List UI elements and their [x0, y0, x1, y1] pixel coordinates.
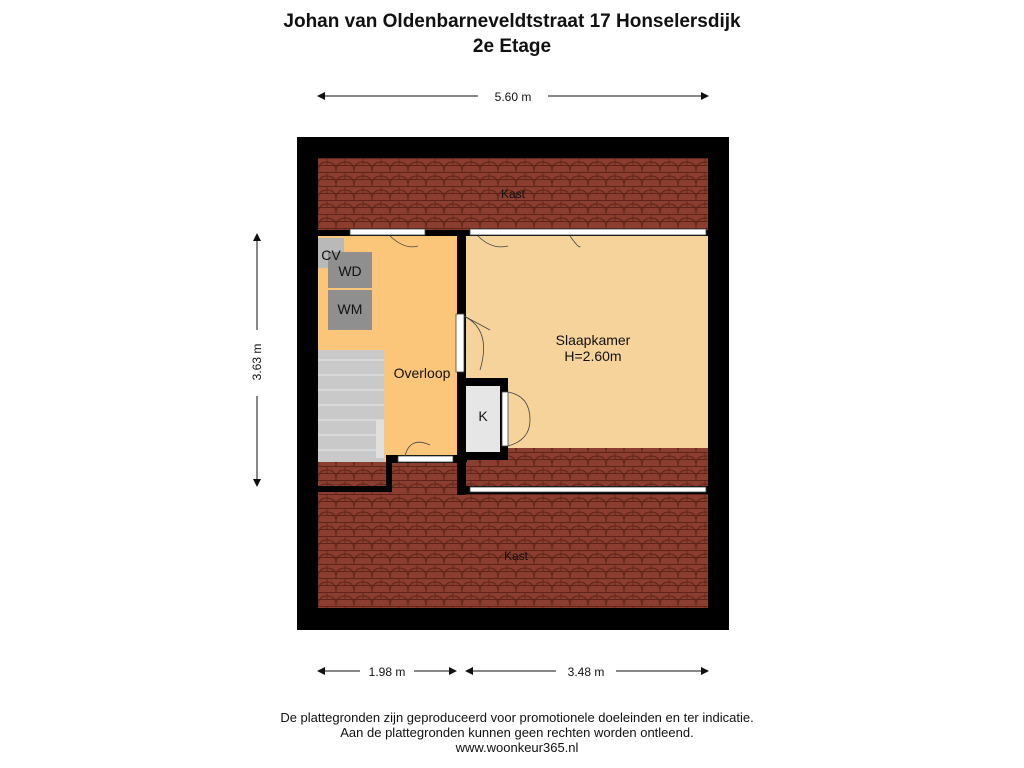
hatch-top-right [470, 229, 706, 235]
hatch-top-left [350, 229, 425, 235]
kast-bottom-label: Kast [503, 549, 529, 563]
floor-title: 2e Etage [472, 36, 552, 57]
hatch-bottom-left [398, 456, 453, 462]
overloop-label: Overloop [393, 365, 451, 381]
k-label: K [478, 408, 488, 424]
dim-total-width: 5.60 m [494, 90, 532, 104]
slaapkamer-label: Slaapkamer [555, 332, 631, 348]
dim-total-depth: 3.63 m [250, 343, 264, 381]
kast-top-label: Kast [500, 187, 526, 201]
disclaimer-line-2: Aan de plattegronden kunnen geen rechten worden ontleend. [340, 725, 694, 740]
dim-left-width: 1.98 m [368, 665, 406, 679]
address-title: Johan van Oldenbarneveldtstraat 17 Honselersdijk [283, 11, 741, 32]
slaapkamer-height-label: H=2.60m [564, 348, 622, 364]
stairs [318, 350, 384, 462]
cv-label: CV [321, 247, 341, 263]
door-opening [456, 314, 464, 372]
website-link[interactable]: www.woonkeur365.nl [455, 740, 579, 755]
dim-right-width: 3.48 m [567, 665, 605, 679]
disclaimer-line-1: De plattegronden zijn geproduceerd voor promotionele doeleinden en ter indicatie. [280, 710, 754, 725]
hatch-bottom-right [470, 487, 706, 492]
wm-label: WM [337, 301, 363, 317]
wd-label: WD [338, 263, 362, 279]
